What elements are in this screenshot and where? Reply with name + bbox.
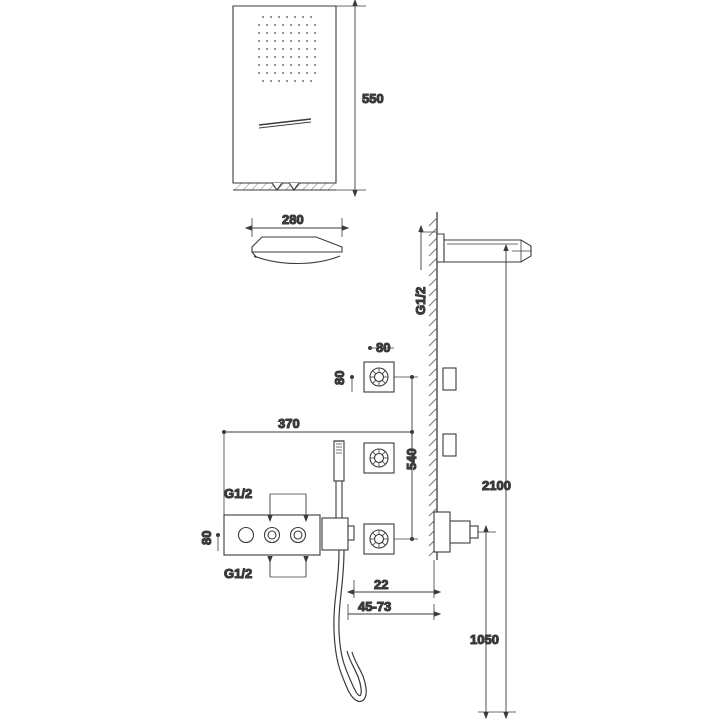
label-g12-outlet: G1/2 — [413, 286, 428, 315]
wall-jet-blocks — [443, 368, 456, 456]
label-1050: 1050 — [470, 632, 499, 647]
wall-outlet-elbow — [434, 512, 478, 552]
label-280: 280 — [282, 212, 304, 227]
wall-section — [429, 212, 437, 560]
overhead-shower-side-view — [252, 237, 342, 264]
hand-shower — [322, 441, 366, 701]
label-jet-80-top: 80 — [376, 340, 391, 355]
label-540: 540 — [404, 448, 419, 470]
dim-valve-80 — [216, 533, 220, 551]
body-jet-1 — [364, 362, 394, 392]
label-2100: 2100 — [482, 478, 511, 493]
thermostatic-valve-plate — [224, 515, 320, 555]
label-valve-80: 80 — [199, 530, 214, 545]
body-jet-3 — [364, 524, 394, 554]
label-jet-80-left: 80 — [332, 370, 347, 385]
dim-1050 — [478, 532, 496, 712]
label-550: 550 — [362, 91, 384, 106]
spout — [437, 234, 531, 262]
overhead-shower-front-view — [233, 6, 336, 190]
label-370: 370 — [278, 416, 300, 431]
label-22: 22 — [374, 577, 389, 592]
label-g12-valve-bottom: G1/2 — [224, 566, 253, 581]
dim-22 — [354, 560, 434, 598]
body-jet-2 — [364, 443, 394, 473]
label-g12-valve-top: G1/2 — [224, 486, 253, 501]
label-45-73: 45-73 — [358, 599, 392, 614]
